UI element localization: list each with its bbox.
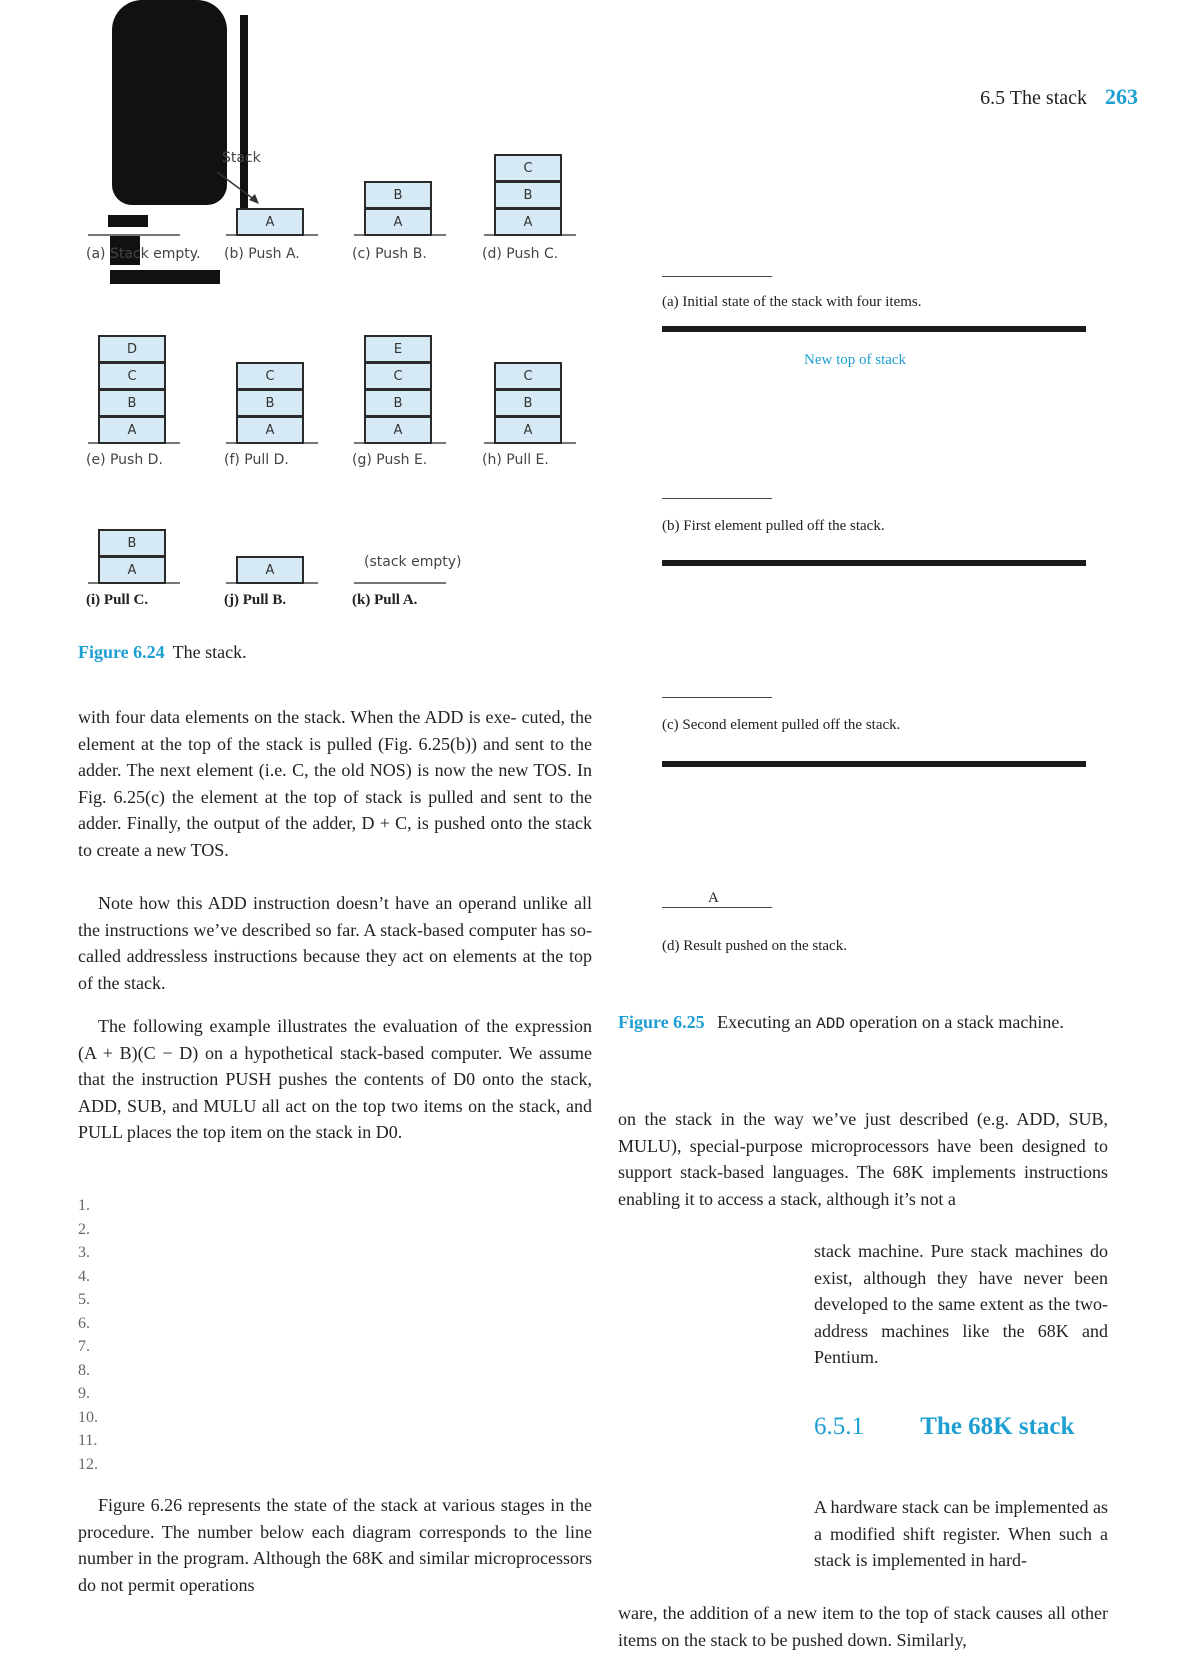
stack-baseline — [88, 234, 180, 236]
figure-6-25-caption: Figure 6.25 Executing an ADD operation on a stack machine. — [618, 1012, 1064, 1033]
stack-caption: (d) Push C. — [482, 246, 559, 262]
running-header — [980, 84, 1138, 110]
line-number: 8. — [78, 1361, 90, 1379]
line-number: 2. — [78, 1220, 90, 1238]
stack-baseline — [354, 582, 446, 584]
line-number: 10. — [78, 1408, 98, 1426]
right-paragraph-2: stack machine. Pure stack machines do exist, although they have never been developed to the same extent as the two-address machines like the 68K and Pentium. — [814, 1241, 1108, 1367]
stack-bar-b — [662, 560, 1086, 566]
fig25-caption-a: (a) Initial state of the stack with four items. — [662, 294, 922, 310]
stack-cell: B — [98, 529, 166, 557]
section-number: 6.5.1 — [814, 1413, 864, 1440]
stack-cell: A — [236, 208, 304, 236]
fig25-caption-c: (c) Second element pulled off the stack. — [662, 717, 901, 733]
stack-caption: (b) Push A. — [224, 246, 300, 262]
stack-cell: A — [98, 416, 166, 444]
stack-cell: A — [236, 416, 304, 444]
stack-bar-a — [662, 326, 1086, 332]
line-number: 11. — [78, 1432, 98, 1449]
stack-cell: E — [364, 335, 432, 363]
section-title: 6.5 The stack — [980, 87, 1087, 109]
line-number: 9. — [78, 1385, 90, 1402]
stack-cell: A — [494, 416, 562, 444]
new-top-label: New top of stack — [804, 352, 907, 368]
stack-cell: D — [98, 335, 166, 363]
line-number: 6. — [78, 1314, 90, 1332]
stack-caption: (h) Pull E. — [482, 452, 549, 468]
fig25-caption-b: (b) First element pulled off the stack. — [662, 518, 885, 534]
stack-cell: B — [494, 389, 562, 417]
stack-cell: B — [364, 389, 432, 417]
stack-cell: A — [364, 416, 432, 444]
figure-6-24-caption — [78, 642, 247, 663]
right-paragraph-3: A hardware stack can be implemented as a modified shift register. When such a stack is implemented in hard- — [814, 1497, 1108, 1570]
right-paragraph-4: ware, the addition of a new item to the top of stack causes all other items on the stack to be pushed down. Similarly, — [618, 1603, 1108, 1650]
stack-cell: C — [98, 362, 166, 390]
stack-rule-c — [662, 697, 772, 698]
stack-cell: C — [494, 154, 562, 182]
stack-cell: A — [364, 208, 432, 236]
stack-caption: (i) Pull C. — [86, 592, 149, 608]
section-heading-title: The 68K stack — [920, 1413, 1075, 1440]
right-paragraph-1: on the stack in the way we’ve just described (e.g. ADD, SUB, MULU), special-purpose microprocessors have been designed to support stack-based languages. The 68K implements instructions enabling it to access a stack, although it’s not a — [618, 1109, 1108, 1209]
stack-caption: (c) Push B. — [352, 246, 427, 262]
figure-number: Figure 6.24 — [78, 642, 165, 662]
line-number: 5. — [78, 1291, 90, 1308]
stack-caption: (g) Push E. — [352, 452, 428, 468]
stack-bar-c — [662, 761, 1086, 767]
stack-rule-b — [662, 498, 772, 499]
line-number: 1. — [78, 1197, 90, 1214]
stack-cell: B — [364, 181, 432, 209]
stack-caption: (e) Push D. — [86, 452, 163, 468]
line-number: 7. — [78, 1338, 90, 1355]
fig25-caption-d: (d) Result pushed on the stack. — [662, 938, 847, 954]
stack-rule-a — [662, 276, 772, 277]
page-number: 263 — [1105, 84, 1138, 109]
left-paragraph-3: The following example illustrates the evaluation of the expression (A + B)(C − D) on a hypothetical stack-based computer. We assume that the instruction PUSH pushes the contents of D0 onto the stack, ADD, SUB, and MULU all act on the top two items on the stack, and PULL places the top item on the stack in D0. — [78, 1016, 592, 1142]
stack-cell: C — [364, 362, 432, 390]
stack-caption: (a) Stack empty. — [86, 246, 201, 262]
stack-cell: A — [236, 556, 304, 584]
line-number: 12. — [78, 1455, 98, 1473]
stack-caption: (f) Pull D. — [224, 452, 289, 468]
stack-cell: A — [494, 208, 562, 236]
stack-rule-d — [662, 907, 772, 908]
section-heading — [814, 1410, 1074, 1443]
figure-number: Figure 6.25 — [618, 1012, 705, 1032]
stack-empty-note: (stack empty) — [364, 554, 462, 570]
figure-caption-text: The stack. — [172, 642, 247, 662]
stack-cell: B — [494, 181, 562, 209]
left-paragraph-1: with four data elements on the stack. When the ADD is exe- cuted, the element at the top of the stack is pulled (Fig. 6.25(b)) and sent to the adder. The next element (i.e. C, the old NOS) is now the new TOS. In Fig. 6.25(c) the element at the top of stack is pulled and sent to the adder. Finally, the output of the adder, D + C, is pushed onto the stack to create a new TOS. — [78, 707, 592, 860]
stack-cell: C — [236, 362, 304, 390]
stack-cell: A — [98, 556, 166, 584]
stack-cell: C — [494, 362, 562, 390]
stack-pointer-label: Stack — [222, 150, 261, 166]
result-cell-label: A — [708, 890, 719, 906]
line-number: 3. — [78, 1244, 90, 1261]
stack-caption: (k) Pull A. — [352, 592, 418, 608]
left-paragraph-4: Figure 6.26 represents the state of the stack at various stages in the procedure. The number below each diagram corresponds to the line number in the program. Although the 68K and similar microprocessors do not permit operations — [78, 1495, 592, 1595]
program-line-numbers — [78, 1194, 98, 1476]
line-number: 4. — [78, 1267, 90, 1285]
left-paragraph-2: Note how this ADD instruction doesn’t have an operand unlike all the instructions we’ve described so far. A stack-based computer has so-called addressless instructions because they act on elements at the top of the stack. — [78, 893, 592, 993]
stack-pointer-arrow — [215, 170, 265, 210]
stack-caption: (j) Pull B. — [224, 592, 287, 608]
stack-cell: B — [98, 389, 166, 417]
stack-cell: B — [236, 389, 304, 417]
